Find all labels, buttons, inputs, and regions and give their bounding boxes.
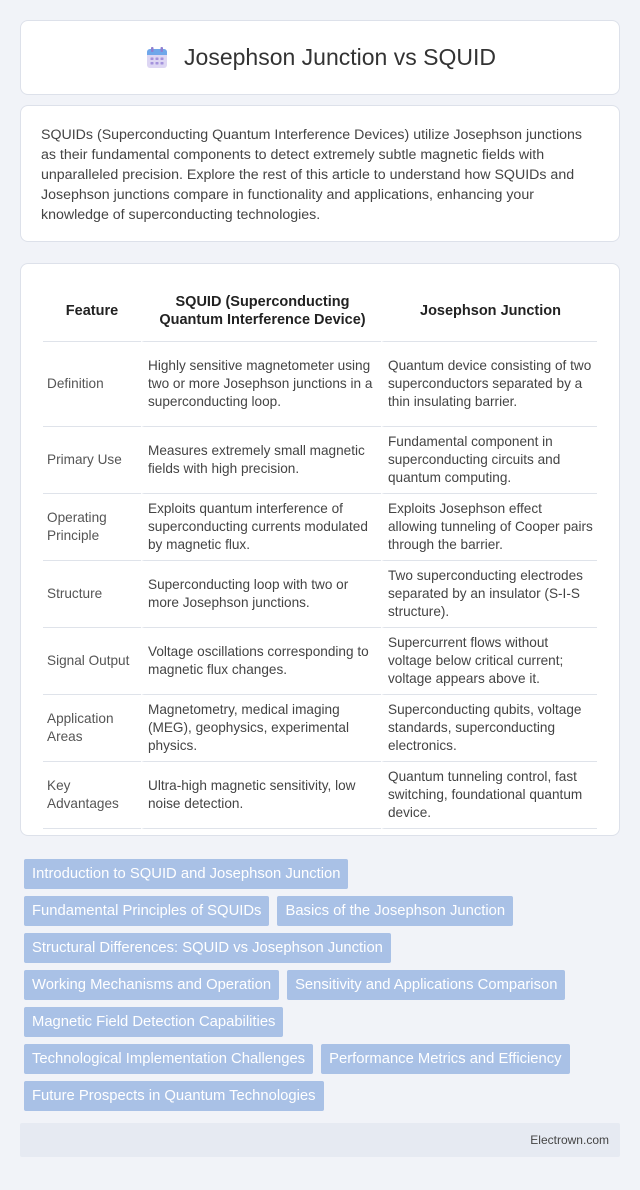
row-feature: Primary Use [43, 427, 141, 494]
row-josephson: Quantum device consisting of two superconductors separated by a thin insulating barrier. [381, 342, 597, 427]
row-feature: Application Areas [43, 695, 141, 762]
row-squid: Superconducting loop with two or more Josephson junctions. [141, 561, 381, 628]
row-josephson: Superconducting qubits, voltage standards, superconducting electronics. [381, 695, 597, 762]
row-squid: Exploits quantum interference of superconducting currents modulated by magnetic flux. [141, 494, 381, 561]
row-feature: Structure [43, 561, 141, 628]
header-squid: SQUID (Superconducting Quantum Interference Device) [141, 280, 381, 342]
footer [20, 1123, 620, 1157]
topic-tags [20, 859, 620, 1111]
row-josephson: Quantum tunneling control, fast switching, foundational quantum device. [381, 762, 597, 829]
row-josephson: Exploits Josephson effect allowing tunneling of Cooper pairs through the barrier. [381, 494, 597, 561]
table-row [43, 342, 597, 427]
row-feature: Key Advantages [43, 762, 141, 829]
tag-row [24, 970, 616, 1000]
row-squid: Ultra-high magnetic sensitivity, low noise detection. [141, 762, 381, 829]
row-josephson: Supercurrent flows without voltage below critical current; voltage appears above it. [381, 628, 597, 695]
table-row [43, 561, 597, 628]
tag-performance-metrics[interactable]: Performance Metrics and Efficiency [321, 1044, 569, 1074]
table-row [43, 762, 597, 829]
intro-text: SQUIDs (Superconducting Quantum Interference Devices) utilize Josephson junctions as their fundamental components to detect extremely subtle magnetic fields with unparalleled precision. Explore the rest of this article to understand how SQUIDs and Josephson junctions compare in functionality and applications, enhancing your knowledge of superconducting technologies. [41, 127, 582, 223]
tag-row [24, 1081, 616, 1111]
row-josephson: Fundamental component in superconducting circuits and quantum computing. [381, 427, 597, 494]
row-feature: Signal Output [43, 628, 141, 695]
tag-introduction[interactable]: Introduction to SQUID and Josephson Junction [24, 859, 348, 889]
tag-row [24, 1044, 616, 1074]
row-feature: Operating Principle [43, 494, 141, 561]
tag-row [24, 859, 616, 889]
tag-sensitivity-applications[interactable]: Sensitivity and Applications Comparison [287, 970, 565, 1000]
row-squid: Highly sensitive magnetometer using two or more Josephson junctions in a superconducting loop. [141, 342, 381, 427]
row-squid: Voltage oscillations corresponding to magnetic flux changes. [141, 628, 381, 695]
tag-row [24, 933, 616, 963]
table-row [43, 695, 597, 762]
header-feature: Feature [43, 280, 141, 342]
table-row [43, 427, 597, 494]
row-squid: Measures extremely small magnetic fields with high precision. [141, 427, 381, 494]
tag-fundamental-principles[interactable]: Fundamental Principles of SQUIDs [24, 896, 269, 926]
comparison-table [43, 280, 597, 829]
tag-magnetic-detection[interactable]: Magnetic Field Detection Capabilities [24, 1007, 283, 1037]
table-row [43, 628, 597, 695]
row-josephson: Two superconducting electrodes separated by an insulator (S-I-S structure). [381, 561, 597, 628]
header-josephson: Josephson Junction [381, 280, 597, 342]
tag-basics-josephson[interactable]: Basics of the Josephson Junction [277, 896, 513, 926]
row-squid: Magnetometry, medical imaging (MEG), geophysics, experimental physics. [141, 695, 381, 762]
tag-structural-differences[interactable]: Structural Differences: SQUID vs Josephson Junction [24, 933, 391, 963]
tag-implementation-challenges[interactable]: Technological Implementation Challenges [24, 1044, 313, 1074]
comparison-table-card [20, 263, 620, 836]
table-header-row [43, 280, 597, 342]
tag-working-mechanisms[interactable]: Working Mechanisms and Operation [24, 970, 279, 1000]
intro-card [20, 105, 620, 242]
table-row [43, 494, 597, 561]
row-feature: Definition [43, 342, 141, 427]
title-card [20, 20, 620, 95]
calendar-icon [144, 45, 170, 71]
page-title: Josephson Junction vs SQUID [184, 44, 496, 70]
tag-future-prospects[interactable]: Future Prospects in Quantum Technologies [24, 1081, 324, 1111]
footer-site[interactable]: Electrown.com [530, 1133, 609, 1147]
tag-row [24, 1007, 616, 1037]
tag-row [24, 896, 616, 926]
